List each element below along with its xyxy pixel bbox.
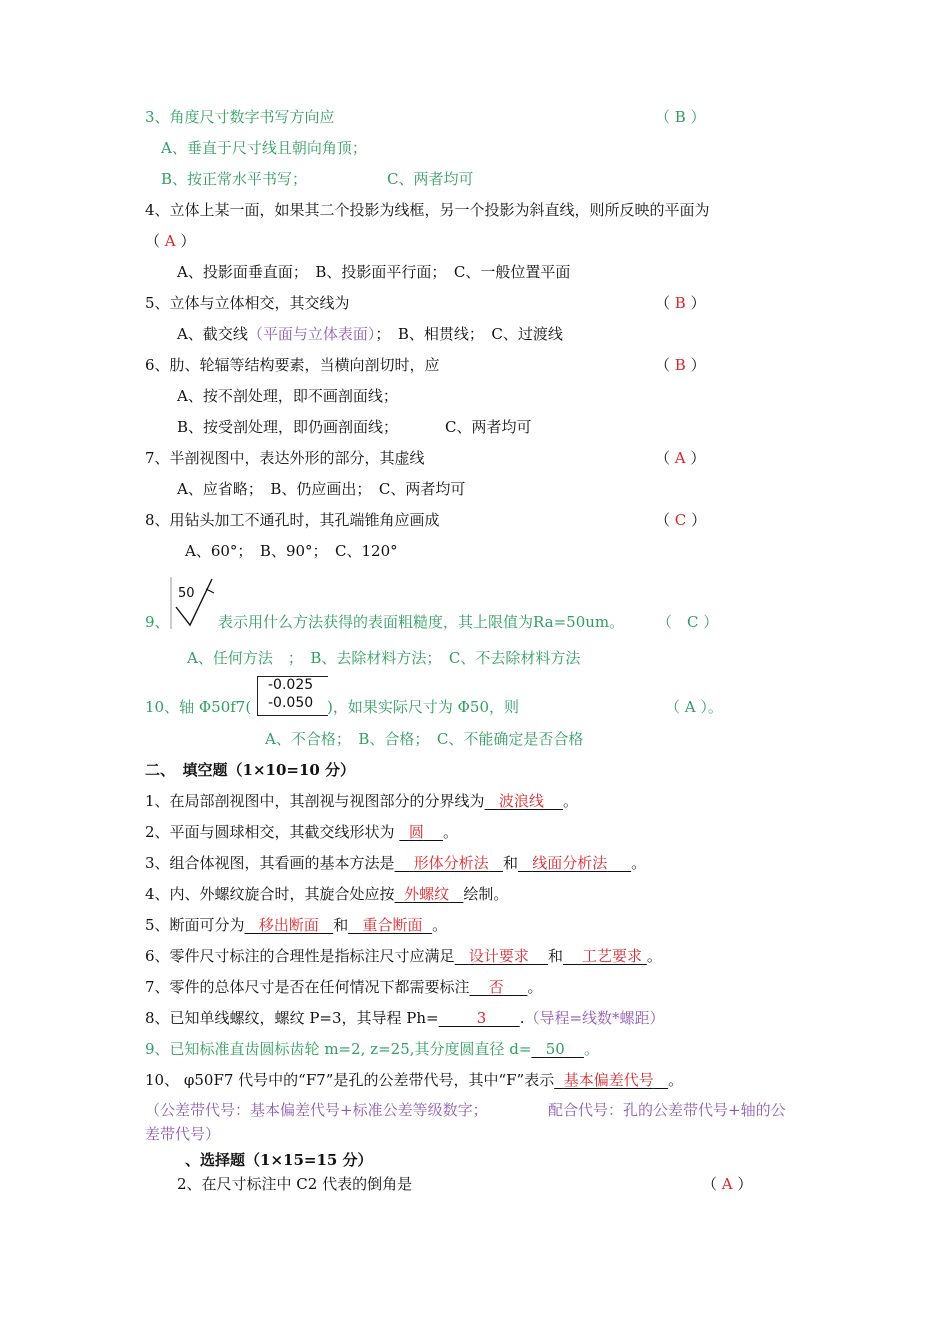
question-3-option-c: C、两者均可 [387,170,474,188]
question-9-number: 9、 [145,613,170,631]
question-7-answer: （ A ） [655,449,706,467]
question-8: 8、用钻头加工不通孔时，其孔端锥角应画成 [145,511,440,529]
fill-3-answer-1: 形体分析法 [413,854,489,872]
fill-6: 6、零件尺寸标注的合理性是指标注尺寸应满足 设计要求 和 工艺要求 。 [145,947,662,965]
note-line-1-left: （公差带代号：基本偏差代号+标准公差等级数字； [145,1101,488,1119]
fill-9-answer: 50 [545,1040,565,1058]
fill-2-answer: 圆 [408,823,424,841]
question-4-answer: （ A ） [145,232,196,250]
question-8-answer: （ C ） [655,511,707,529]
question-9: 表示用什么方法获得的表面粗糙度，其上限值为Ra=50um。 [218,613,625,631]
tolerance-box [257,676,328,716]
fill-10: 10、 φ50F7 代号中的“F7”是孔的公差带代号，其中“F”表示 基本偏差代号 。 [145,1071,684,1089]
fill-5: 5、断面可分为 移出断面 和 重合断面 。 [145,916,448,934]
section-2-title: 二、 填空题（1×10=10 分） [145,761,356,779]
fill-2: 2、平面与圆球相交，其截交线形状为 圆 。 [145,823,458,841]
question-4: 4、立体上某一面，如果其二个投影为线框，另一个投影为斜直线，则所反映的平面为 [145,201,710,219]
section-3-title: 、选择题（1×15=15 分） [185,1151,373,1169]
fill-6-answer-2: 工艺要求 [582,947,643,965]
question-6: 6、肋、轮辐等结构要素，当横向剖切时，应 [145,356,440,374]
fill-8: 8、已知单线螺纹，螺纹 P=3，其导程 Ph= 3 .（导程=线数*螺距） [145,1009,665,1027]
question-5-options: A、截交线（平面与立体表面）； B、相贯线； C、过渡线 [177,325,563,343]
note-line-2: 差带代号） [145,1125,221,1143]
last-question: 2、在尺寸标注中 C2 代表的倒角是 [177,1175,413,1193]
question-6-answer: （ B ） [655,356,706,374]
fill-3: 3、组合体视图，其看画的基本方法是 形体分析法 和 线面分析法 。 [145,854,647,872]
question-3-option-b: B、按正常水平书写； [161,170,308,188]
question-6-option-c: C、两者均可 [445,418,532,436]
question-3-answer: （ B ） [655,108,706,126]
question-6-option-a: A、按不剖处理，即不画剖面线； [177,387,398,405]
question-7-options: A、应省略； B、仍应画出； C、两者均可 [177,480,466,498]
note-line-1-right: 配合代号：孔的公差带代号+轴的公 [548,1101,786,1119]
fill-8-answer: 3 [476,1009,487,1027]
question-9-answer: （ C ） [657,613,719,631]
question-5-answer: （ B ） [655,294,706,312]
fill-4: 4、内、外螺纹旋合时，其旋合处应按 外螺纹 绘制。 [145,885,509,903]
tolerance-upper: -0.025 [268,677,314,693]
fill-5-answer-1: 移出断面 [258,916,319,934]
fill-1: 1、在局部剖视图中，其剖视与视图部分的分界线为 波浪线 。 [145,792,578,810]
question-3: 3、角度尺寸数字书写方向应 [145,108,335,126]
roughness-value: 50 [178,586,195,601]
question-7: 7、半剖视图中，表达外形的部分，其虚线 [145,449,425,467]
question-4-options: A、投影面垂直面； B、投影面平行面； C、一般位置平面 [177,263,571,281]
question-5: 5、立体与立体相交，其交线为 [145,294,350,312]
question-10-options: A、不合格； B、合格； C、不能确定是否合格 [265,730,584,748]
fill-9: 9、已知标准直齿圆标齿轮 m=2, z=25,其分度圆直径 d= 50 。 [145,1040,599,1058]
fill-4-answer: 外螺纹 [404,885,450,903]
roughness-symbol-icon [170,575,216,631]
question-8-options: A、60°； B、90°； C、120° [185,542,398,560]
fill-10-answer: 基本偏差代号 [563,1071,654,1089]
question-3-option-a: A、垂直于尺寸线且朝向角顶； [161,139,367,157]
last-question-answer: （ A ） [702,1175,753,1193]
fill-8-note: （导程=线数*螺距） [524,1009,665,1027]
fill-5-answer-2: 重合断面 [362,916,423,934]
fill-3-answer-2: 线面分析法 [532,854,608,872]
question-5-note: （平面与立体表面） [247,325,376,343]
fill-7-answer: 否 [488,978,504,996]
fill-7: 7、零件的总体尺寸是否在任何情况下都需要标注 否 。 [145,978,543,996]
fill-1-answer: 波浪线 [498,792,544,810]
question-6-option-b: B、按受剖处理，即仍画剖面线； [177,418,399,436]
question-10: )，如果实际尺寸为 Φ50，则 [327,698,520,716]
question-10-answer: （ A ）。 [665,698,723,716]
tolerance-lower: -0.050 [268,695,314,711]
fill-6-answer-1: 设计要求 [468,947,529,965]
question-9-options: A、任何方法 ； B、去除材料方法； C、不去除材料方法 [187,649,581,667]
question-10-prefix: 10、轴 Φ50f7( [145,698,252,716]
